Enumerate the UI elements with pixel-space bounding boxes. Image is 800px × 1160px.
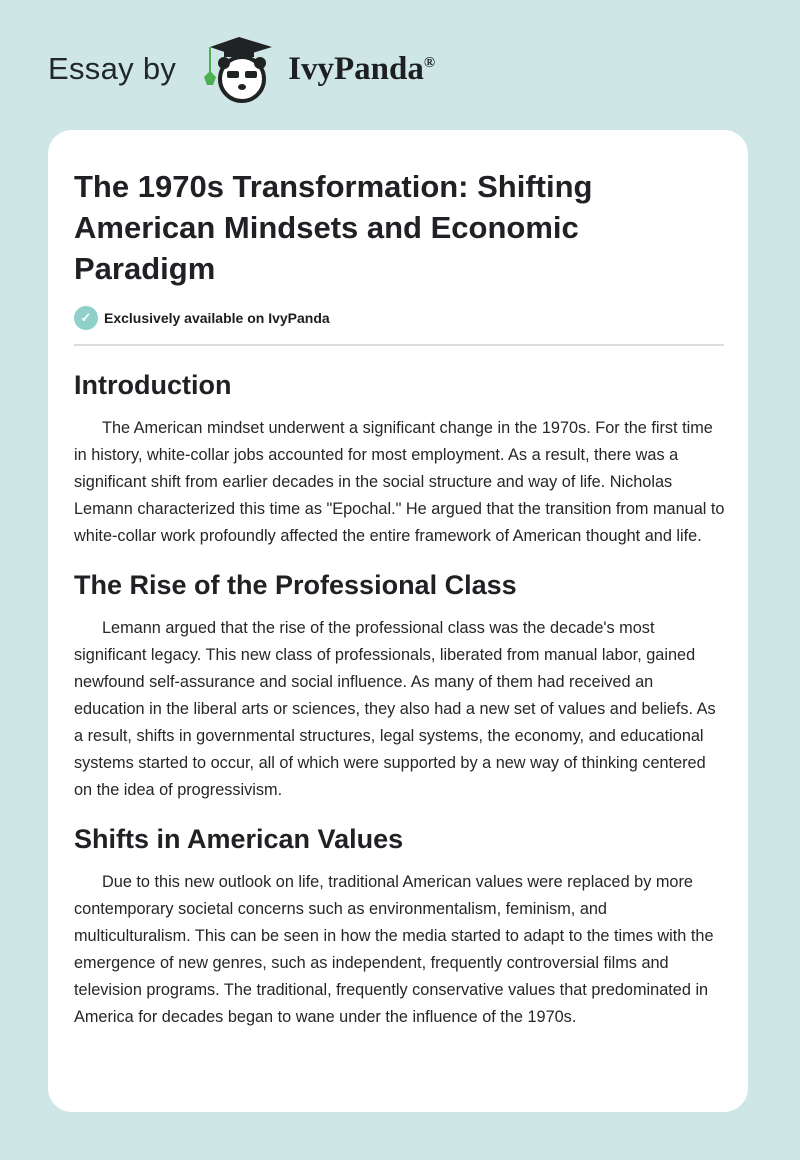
section-paragraph: The American mindset underwent a significant change in the 1970s. For the first time in history, white-collar jobs accounted for most employment. As a result, there was a significant shift from earlier decades in the social structure and way of life. Nicholas Lemann characterized this time as "Epochal." He argued that the transition from manual to white-collar work profoundly affected the entire framework of American thought and life. — [74, 419, 725, 545]
badge-label: Exclusively available on IvyPanda — [104, 310, 330, 326]
section-heading: The Rise of the Professional Class — [74, 570, 517, 600]
section-heading: Shifts in American Values — [74, 824, 404, 854]
ivypanda-logo-icon[interactable] — [196, 33, 282, 105]
section-paragraph: Due to this new outlook on life, traditional American values were replaced by more contemporary societal concerns such as environmentalism, feminism, and multiculturalism. This can be seen in how the media started to adapt to the times with the emergence of new genres, such as independent, frequently controversial films and television programs. The traditional, frequently conservative values that predominated in America for decades began to wane under the influence of the 1970s. — [74, 873, 714, 1026]
section-heading: Introduction — [74, 370, 232, 400]
essay-by-label: Essay by — [48, 51, 177, 86]
essay-title: The 1970s Transformation: Shifting American Mindsets and Economic Paradigm — [74, 169, 593, 286]
essay-card — [48, 130, 748, 1112]
site-header — [48, 34, 435, 104]
exclusive-badge — [74, 306, 726, 330]
brand-name: IvyPanda® — [288, 50, 436, 87]
section-paragraph: Lemann argued that the rise of the professional class was the decade's most significant legacy. This new class of professionals, liberated from manual labor, gained newfound self-assurance and social influence. As many of them had received an education in the liberal arts or sciences, they also had a new set of values and beliefs. As a result, shifts in governmental structures, legal systems, the economy, and educational systems started to occur, all of which were supported by a new way of thinking centered on the idea of progressivism. — [74, 619, 716, 799]
check-icon: ✓ — [74, 306, 98, 330]
divider — [74, 344, 724, 346]
